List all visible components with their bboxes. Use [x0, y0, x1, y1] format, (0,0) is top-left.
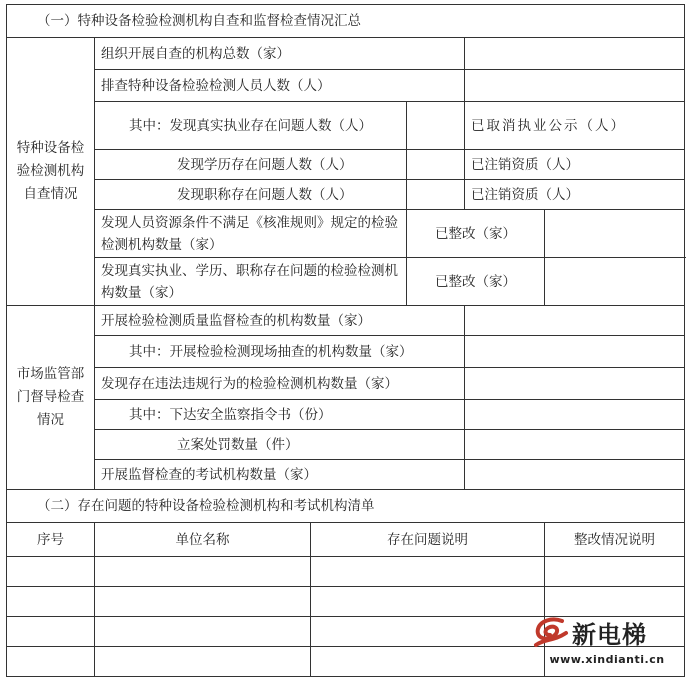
index-cell[interactable] — [7, 617, 95, 647]
table-row — [7, 587, 685, 617]
side-label: 已注销资质（人） — [465, 150, 685, 180]
row-label: 排查特种设备检验检测人员人数（人） — [95, 70, 465, 102]
value-cell[interactable] — [465, 306, 685, 336]
index-cell[interactable] — [7, 647, 95, 677]
row-label: 发现人员资源条件不满足《核准规则》规定的检验检测机构数量（家） — [95, 210, 407, 258]
value-cell[interactable] — [465, 336, 685, 368]
row-label: 组织开展自查的机构总数（家） — [95, 38, 465, 70]
side-label: 已整改（家） — [407, 210, 545, 258]
document-page — [6, 4, 684, 672]
header-unit-name: 单位名称 — [95, 523, 311, 557]
row-label: 其中：下达安全监察指令书（份） — [95, 400, 465, 430]
rectification-cell[interactable] — [545, 587, 685, 617]
row-label: 其中：开展检验检测现场抽查的机构数量（家） — [95, 336, 465, 368]
value-cell[interactable] — [545, 210, 685, 258]
row-label: 立案处罚数量（件） — [95, 430, 465, 460]
group-a-label: 特种设备检验检测机构自查情况 — [7, 38, 95, 306]
row-label: 其中：发现真实执业存在问题人数（人） — [95, 102, 407, 150]
value-cell[interactable] — [465, 430, 685, 460]
unit-cell[interactable] — [95, 587, 311, 617]
header-index: 序号 — [7, 523, 95, 557]
row-label: 开展监督检查的考试机构数量（家） — [95, 460, 465, 490]
row-label: 发现学历存在问题人数（人） — [95, 150, 407, 180]
problem-cell[interactable] — [311, 647, 545, 677]
table-row — [7, 557, 685, 587]
value-cell[interactable] — [545, 258, 685, 306]
problem-cell[interactable] — [311, 587, 545, 617]
section1-title: （一）特种设备检验检测机构自查和监督检查情况汇总 — [7, 5, 685, 38]
problem-cell[interactable] — [311, 557, 545, 587]
watermark-title: 新电梯 — [572, 621, 647, 649]
value-cell[interactable] — [407, 102, 465, 150]
watermark — [532, 615, 682, 667]
value-cell[interactable] — [407, 180, 465, 210]
header-problem: 存在问题说明 — [311, 523, 545, 557]
unit-cell[interactable] — [95, 557, 311, 587]
value-cell[interactable] — [465, 38, 685, 70]
row-label: 发现存在违法违规行为的检验检测机构数量（家） — [95, 368, 465, 400]
index-cell[interactable] — [7, 557, 95, 587]
elevator-logo-icon — [532, 615, 574, 649]
problem-cell[interactable] — [311, 617, 545, 647]
value-cell[interactable] — [465, 460, 685, 490]
side-label: 已整改（家） — [407, 258, 545, 306]
unit-cell[interactable] — [95, 617, 311, 647]
side-label: 已注销资质（人） — [465, 180, 685, 210]
index-cell[interactable] — [7, 587, 95, 617]
row-label: 发现职称存在问题人数（人） — [95, 180, 407, 210]
row-label: 开展检验检测质量监督检查的机构数量（家） — [95, 306, 465, 336]
unit-cell[interactable] — [95, 647, 311, 677]
inspection-table — [6, 4, 685, 677]
rectification-cell[interactable] — [545, 557, 685, 587]
section2-title: （二）存在问题的特种设备检验检测机构和考试机构清单 — [7, 490, 685, 523]
value-cell[interactable] — [465, 70, 685, 102]
header-rectification: 整改情况说明 — [545, 523, 685, 557]
group-b-label: 市场监管部门督导检查情况 — [7, 306, 95, 490]
side-label: 已取消执业公示（人） — [465, 102, 685, 150]
value-cell[interactable] — [465, 368, 685, 400]
watermark-url: www.xindianti.cn — [549, 653, 665, 666]
value-cell[interactable] — [407, 150, 465, 180]
value-cell[interactable] — [465, 400, 685, 430]
row-label: 发现真实执业、学历、职称存在问题的检验检测机构数量（家） — [95, 258, 407, 306]
